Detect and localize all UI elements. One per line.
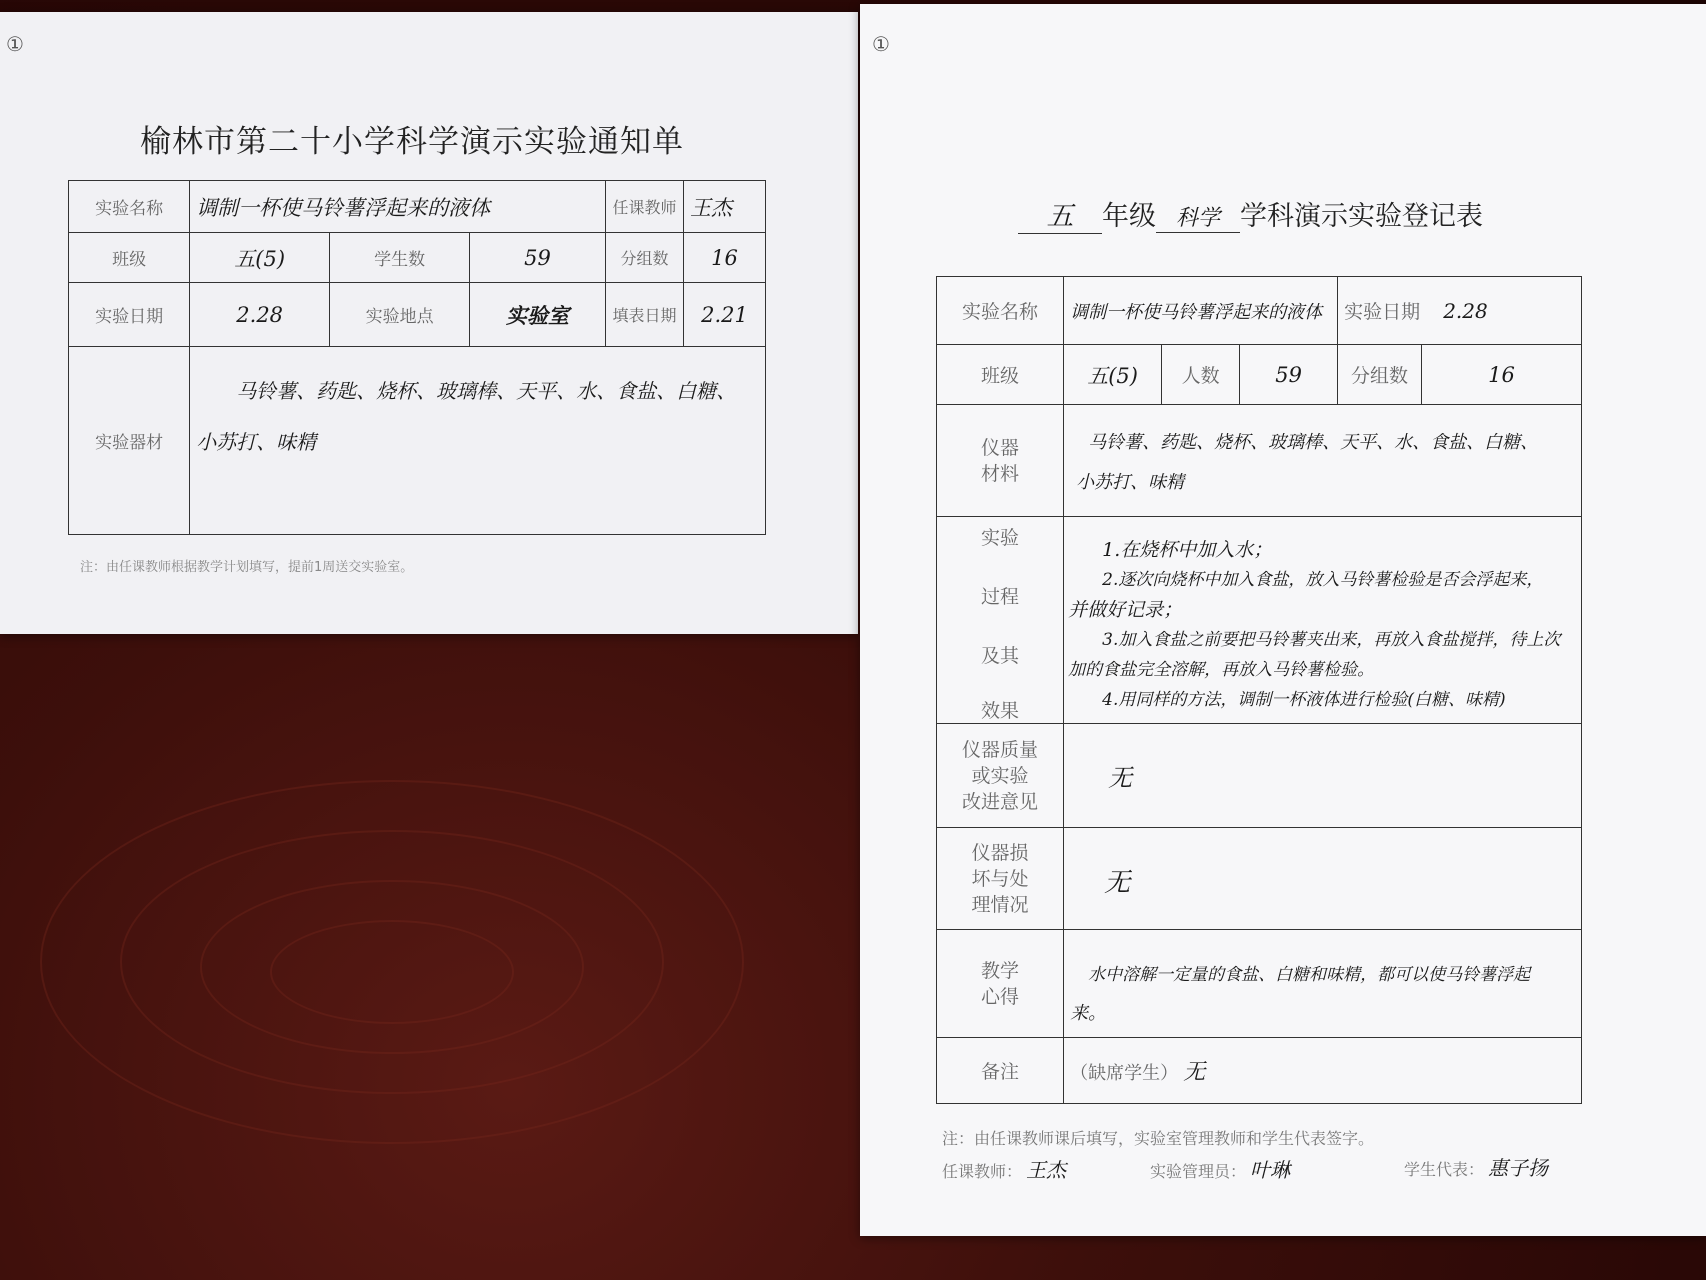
process-cell (1064, 517, 1582, 724)
value-equipment-line2: 小苏打、味精 (196, 430, 317, 454)
label-absent: （缺席学生） (1070, 1063, 1179, 1084)
value-people: 59 (1240, 345, 1338, 405)
value-group-count: 16 (683, 233, 765, 283)
signature-teacher (942, 1154, 1066, 1183)
signature-student (1404, 1152, 1548, 1181)
value-experiment-name: 调制一杯使马铃薯浮起来的液体 (190, 181, 606, 233)
label-equipment: 实验器材 (69, 347, 190, 535)
process-line-4: 3.加入食盐之前要把马铃薯夹出来，再放入食盐搅拌，待上次 (1102, 630, 1561, 650)
title-suffix: 学科演示实验登记表 (1240, 201, 1483, 232)
process-line-6: 4.用同样的方法，调制一杯液体进行检验(白糖、味精) (1102, 690, 1506, 710)
label-people: 人数 (1162, 345, 1240, 405)
label-experiment-name: 实验名称 (69, 181, 190, 233)
label-remarks: 备注 (937, 1038, 1064, 1104)
value-experiment-date: 2.28 (1443, 299, 1488, 323)
register-sheet (860, 4, 1706, 1236)
label-class: 班级 (937, 345, 1064, 405)
title-subject: 科学 (1156, 201, 1240, 233)
label-student-count: 学生数 (330, 233, 470, 283)
label-class: 班级 (69, 233, 190, 283)
label-materials (937, 405, 1064, 517)
value-experiment-name: 调制一杯使马铃薯浮起来的液体 (1064, 277, 1338, 345)
value-group-count: 16 (1422, 345, 1582, 405)
label-experiment-name: 实验名称 (937, 277, 1064, 345)
label-process-line3: 及其 (981, 645, 1020, 667)
label-group-count: 分组数 (606, 233, 684, 283)
value-class: 五(5) (190, 233, 330, 283)
signature-admin-value: 叶琳 (1250, 1158, 1291, 1182)
label-process-line4: 效果 (981, 700, 1020, 722)
label-teacher: 任课教师 (606, 181, 684, 233)
value-quality: 无 (1064, 724, 1582, 828)
value-damage: 无 (1064, 828, 1582, 930)
label-reflection (937, 930, 1064, 1038)
remarks-cell (1064, 1038, 1582, 1104)
notice-footnote: 注：由任课教师根据教学计划填写，提前1周送交实验室。 (80, 560, 414, 575)
signature-admin (1150, 1154, 1290, 1183)
label-fill-date: 填表日期 (606, 283, 684, 347)
materials-cell (1064, 405, 1582, 517)
register-table (936, 276, 1582, 1104)
circle-number-mark: ① (6, 32, 24, 56)
process-line-5: 加的食盐完全溶解，再放入马铃薯检验。 (1068, 660, 1375, 680)
signature-admin-label: 实验管理员： (1150, 1162, 1247, 1181)
circle-number-mark: ① (872, 32, 890, 56)
experiment-date-cell (1338, 277, 1582, 345)
value-fill-date: 2.21 (683, 283, 765, 347)
signature-teacher-label: 任课教师： (942, 1162, 1023, 1181)
signature-student-value: 惠子扬 (1488, 1156, 1549, 1180)
notice-sheet (0, 12, 858, 634)
notice-title: 榆林市第二十小学科学演示实验通知单 (140, 124, 684, 160)
label-reflection-line1: 教学 (981, 959, 1020, 982)
value-equipment-line1: 马铃薯、药匙、烧杯、玻璃棒、天平、水、食盐、白糖、 (236, 379, 737, 403)
label-quality (937, 724, 1064, 828)
value-reflection-line1: 水中溶解一定量的食盐、白糖和味精，都可以使马铃薯浮起 (1088, 965, 1531, 985)
notice-table (68, 180, 766, 535)
value-reflection-line2: 来。 (1070, 1003, 1107, 1024)
equipment-cell (190, 347, 766, 535)
label-quality-line2: 或实验 (971, 764, 1029, 787)
signature-teacher-value: 王杰 (1026, 1158, 1067, 1182)
value-experiment-date: 2.28 (190, 283, 330, 347)
label-damage-line2: 坏与处 (971, 867, 1029, 890)
label-experiment-date: 实验日期 (69, 283, 190, 347)
label-process-line1: 实验 (981, 527, 1020, 549)
title-grade-suffix: 年级 (1102, 201, 1156, 232)
process-line-1: 1.在烧杯中加入水； (1102, 539, 1273, 561)
value-remarks: 无 (1183, 1060, 1206, 1085)
label-quality-line1: 仪器质量 (962, 738, 1039, 761)
signature-student-label: 学生代表： (1404, 1160, 1485, 1179)
label-damage-line3: 理情况 (971, 893, 1029, 916)
value-student-count: 59 (470, 233, 606, 283)
label-materials-line1: 仪器 (981, 436, 1020, 459)
label-quality-line3: 改进意见 (962, 790, 1039, 813)
label-location: 实验地点 (330, 283, 470, 347)
label-process (937, 517, 1064, 724)
label-experiment-date: 实验日期 (1344, 301, 1421, 323)
register-footnote: 注：由任课教师课后填写，实验室管理教师和学生代表签字。 (942, 1129, 1375, 1148)
value-teacher: 王杰 (683, 181, 765, 233)
label-damage-line1: 仪器损 (971, 841, 1029, 864)
value-materials-line1: 马铃薯、药匙、烧杯、玻璃棒、天平、水、食盐、白糖、 (1088, 431, 1539, 453)
label-group-count: 分组数 (1338, 345, 1422, 405)
process-line-3: 并做好记录； (1068, 599, 1183, 621)
value-class: 五(5) (1064, 345, 1162, 405)
label-reflection-line2: 心得 (981, 985, 1020, 1008)
reflection-cell (1064, 930, 1582, 1038)
register-title (1018, 194, 1483, 234)
label-damage (937, 828, 1064, 930)
label-process-line2: 过程 (981, 586, 1020, 608)
label-materials-line2: 材料 (981, 462, 1020, 485)
process-line-2: 2.逐次向烧杯中加入食盐，放入马铃薯检验是否会浮起来， (1102, 570, 1544, 590)
value-materials-line2: 小苏打、味精 (1076, 471, 1185, 493)
value-location: 实验室 (470, 283, 606, 347)
title-grade: 五 (1018, 194, 1102, 234)
